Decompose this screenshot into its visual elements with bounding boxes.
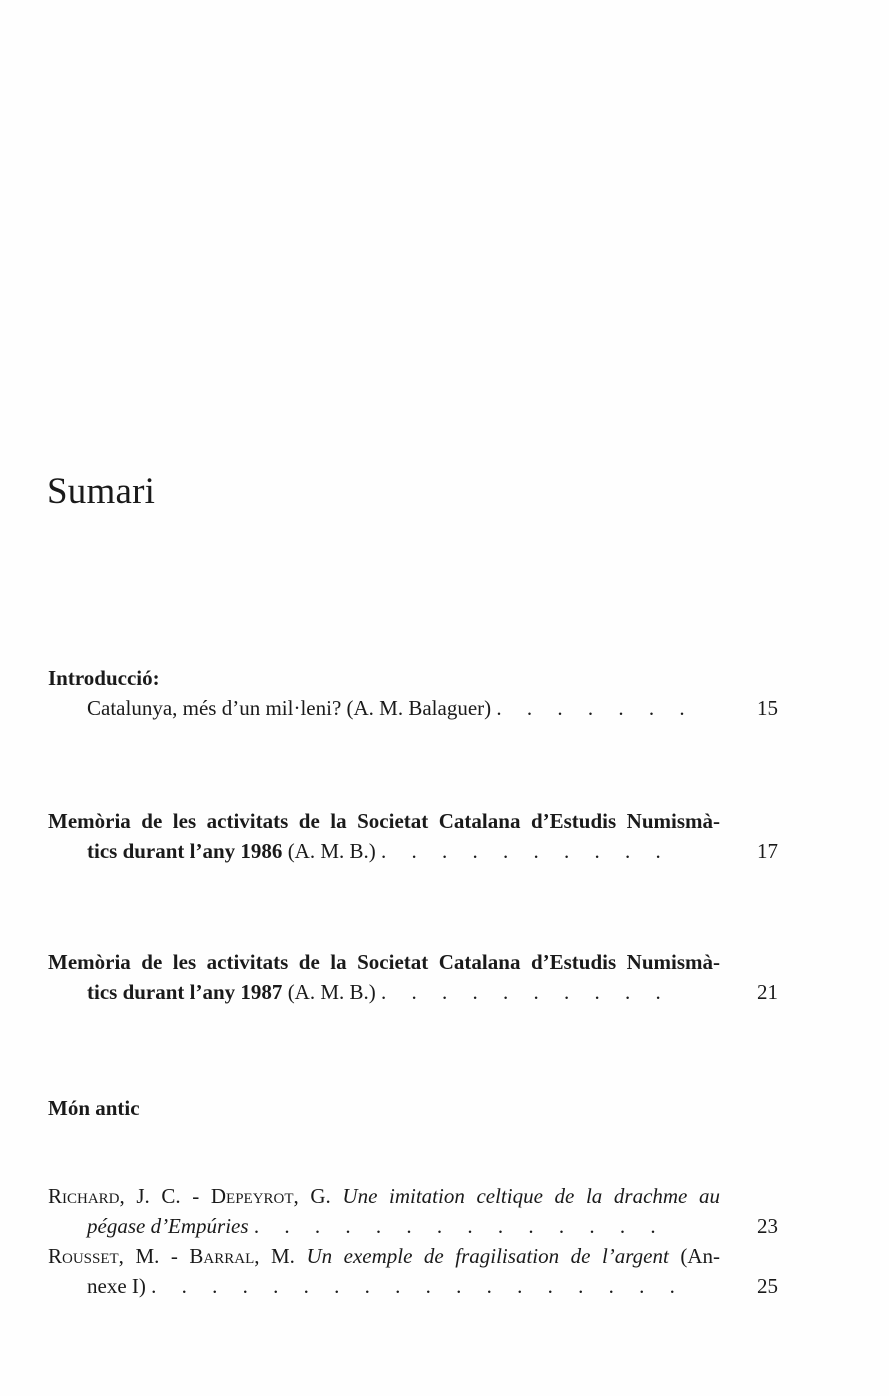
article-title: Un exemple de fragilisation de l’argent bbox=[306, 1244, 669, 1268]
toc-entry-memoria-1987-line1[interactable] bbox=[48, 947, 788, 977]
toc-entry-richard-line1[interactable] bbox=[48, 1181, 788, 1211]
section-heading-introduccio: Introducció: bbox=[48, 666, 160, 690]
toc-section-introduccio bbox=[48, 663, 788, 723]
toc-entry-memoria-1986-line1[interactable] bbox=[48, 806, 788, 836]
toc-entry-memoria-1987-line2[interactable] bbox=[48, 977, 788, 1007]
toc-entry-catalunya[interactable] bbox=[48, 693, 788, 723]
toc-entry-memoria-1986-line2[interactable] bbox=[48, 836, 788, 866]
article-title: Une imitation celtique de la drachme au bbox=[342, 1184, 720, 1208]
author-name: Rousset, M. bbox=[48, 1244, 160, 1268]
page-number: 25 bbox=[757, 1274, 778, 1298]
toc-section-mon-antic bbox=[48, 1093, 788, 1123]
page-number: 17 bbox=[757, 839, 778, 863]
entry-text-bold: tics durant l’any 1986 bbox=[87, 839, 283, 863]
section-heading-mon-antic: Món antic bbox=[48, 1096, 140, 1120]
article-title: pégase d’Empúries bbox=[87, 1214, 249, 1238]
entry-text-author: (A. M. B.) bbox=[282, 839, 376, 863]
entry-text-author: (A. M. B.) bbox=[282, 980, 376, 1004]
leader-dots: . . . . . . . . . . . . . . . . . . bbox=[151, 1274, 685, 1298]
page-number: 15 bbox=[757, 696, 778, 720]
toc-entry-richard-line2[interactable] bbox=[48, 1211, 788, 1241]
leader-dots: . . . . . . . . . . bbox=[381, 839, 671, 863]
entry-text-bold: tics durant l’any 1987 bbox=[87, 980, 283, 1004]
entry-text: Memòria de les activitats de la Societat Catalana d’Estudis Numismà- bbox=[48, 809, 720, 833]
page-title: Sumari bbox=[47, 471, 156, 512]
toc-entry-rousset-line2[interactable] bbox=[48, 1271, 788, 1301]
toc-entries-mon-antic bbox=[48, 1181, 788, 1301]
author-separator: - bbox=[159, 1244, 190, 1268]
entry-text: Memòria de les activitats de la Societat Catalana d’Estudis Numismà- bbox=[48, 950, 720, 974]
leader-dots: . . . . . . . . . . bbox=[381, 980, 671, 1004]
toc-entry-rousset-line1[interactable] bbox=[48, 1241, 788, 1271]
entry-text: nexe I) bbox=[87, 1274, 146, 1298]
leader-dots: . . . . . . . bbox=[496, 696, 695, 720]
toc-section-memoria-1986 bbox=[48, 806, 788, 866]
author-name: Depeyrot, G. bbox=[210, 1184, 331, 1208]
author-name: Richard, J. C. bbox=[48, 1184, 181, 1208]
toc-section-memoria-1987 bbox=[48, 947, 788, 1007]
page-number: 23 bbox=[757, 1214, 778, 1238]
entry-text: Catalunya, més d’un mil·leni? (A. M. Balaguer) bbox=[87, 696, 492, 720]
entry-text: (An- bbox=[668, 1244, 720, 1268]
page-number: 21 bbox=[757, 980, 778, 1004]
author-name: Barral, M. bbox=[189, 1244, 295, 1268]
author-separator: - bbox=[180, 1184, 211, 1208]
leader-dots: . . . . . . . . . . . . . . bbox=[253, 1214, 666, 1238]
